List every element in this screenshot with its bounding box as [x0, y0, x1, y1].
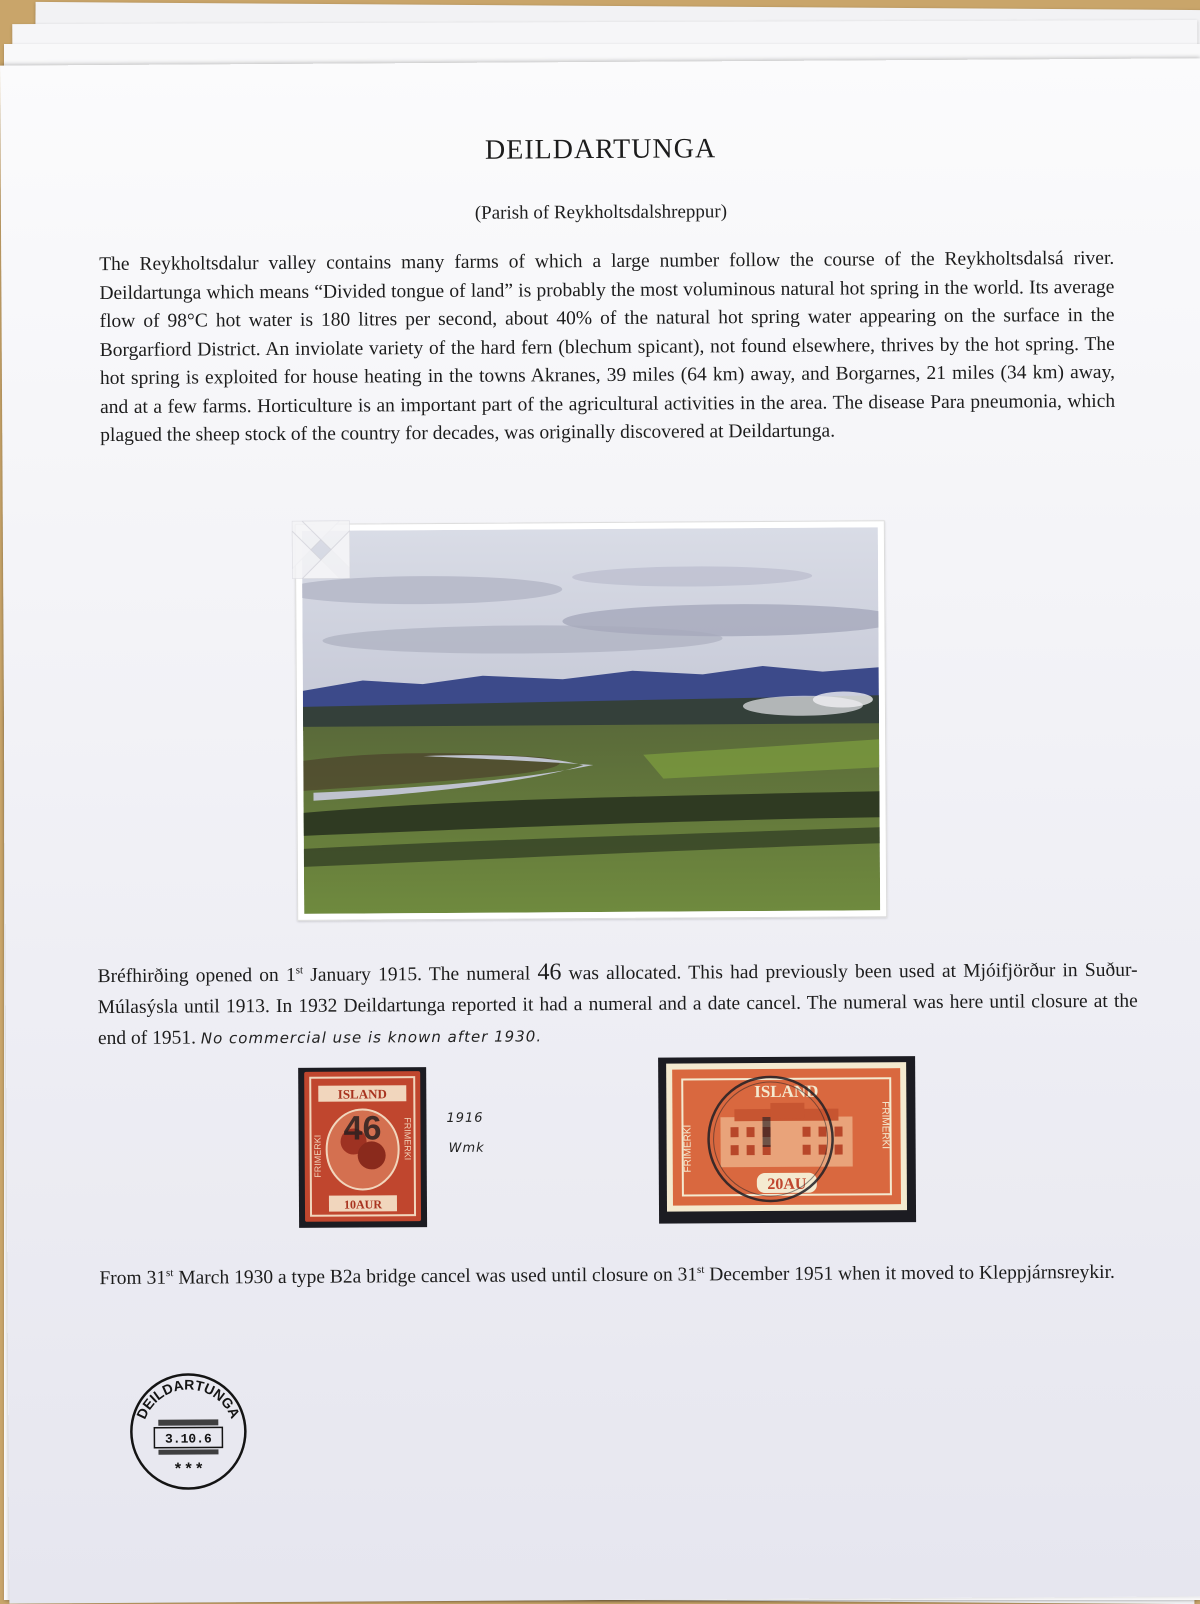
bridge-text: March 1930 a type B2a bridge cancel was used until closure on 31 — [173, 1264, 698, 1289]
page-title: DEILDARTUNGA — [484, 133, 717, 166]
postmark-town: DEILDARTUNGA — [133, 1376, 244, 1422]
stamp-side-label: FRIMERKI — [402, 1117, 413, 1161]
stamp-value: 10AUR — [343, 1197, 383, 1212]
stamp-10-aur — [298, 1067, 427, 1228]
handwritten-note: No commercial use is known after 1930. — [200, 1027, 543, 1048]
intro-paragraph: The Reykholtsdalur valley contains many farms of which a large number follow the course of the Reykholtsdalsá river. Deildartunga which means “Divided tongue of land” is probably the most voluminous natural hot spring in the world. Its average flow of 98°C hot water is 180 litres per second, about 40% of the natural hot spring water appearing on the surface in the Borgarfiord District. An inviolate variety of the hard fern (blechum spicant), not found elsewhere, thrives by the hot spring. The hot spring is exploited for house heating in the towns Akranes, 39 miles (64 km) away, and Borgarnes, 21 miles (34 km) away, and at a few farms. Horticulture is an important part of the agricultural activities in the area. The disease Para pneumonia, which plagued the sheep stock of the country for decades, was originally discovered at Deildartunga. — [99, 247, 1116, 447]
stamp-side-label: FRIMERKI — [682, 1124, 694, 1173]
landscape-photo-image — [302, 527, 880, 914]
stamp-country: ISLAND — [754, 1081, 819, 1102]
stamp-note-year: 1916 — [446, 1110, 484, 1126]
stamp-side-label: FRIMERKI — [879, 1101, 891, 1150]
postmark-date: 3.10.6 — [164, 1431, 212, 1447]
history-paragraph — [97, 954, 1138, 1055]
bridge-text: From 31 — [99, 1267, 167, 1290]
ordinal-suffix: st — [165, 1267, 174, 1280]
bridge-text: December 1951 when it moved to Kleppjárnsreykir. — [704, 1261, 1115, 1286]
stamp-note-watermark: Wmk — [448, 1140, 485, 1156]
bridge-postmark-image — [126, 1369, 251, 1494]
album-page — [0, 58, 1200, 1603]
bridge-postmark — [126, 1369, 251, 1499]
postmark-stars: * * * — [174, 1460, 203, 1478]
numeral-cancel: 46 — [343, 1109, 382, 1148]
stamp-value: 20AU — [767, 1175, 807, 1193]
page-subtitle: (Parish of Reykholtsdalshreppur) — [474, 201, 728, 224]
stamp-20-aur-image — [658, 1056, 916, 1224]
history-text: was allocated. This had previously been used at Mjóifjörður in Suður-Múlasýsla until 1913. In 1932 Deildartunga reported it had a numeral and a date cancel. The numeral was here until closure at the end of 1951. — [97, 959, 1138, 1050]
ordinal-suffix: st — [696, 1263, 705, 1276]
stamp-10-aur-image — [298, 1067, 427, 1228]
bridge-cancel-paragraph — [99, 1257, 1144, 1294]
history-text: Bréfhirðing opened on 1 — [97, 964, 296, 988]
numeral-value: 46 — [537, 959, 562, 986]
photo-corner-mount — [302, 531, 350, 579]
stamp-side-label: FRIMERKI — [312, 1134, 323, 1178]
stamp-country: ISLAND — [337, 1086, 387, 1102]
ordinal-suffix: st — [295, 964, 304, 977]
stamp-20-aur — [658, 1056, 916, 1224]
landscape-photo — [295, 520, 887, 921]
history-text: January 1915. The numeral — [302, 963, 538, 986]
